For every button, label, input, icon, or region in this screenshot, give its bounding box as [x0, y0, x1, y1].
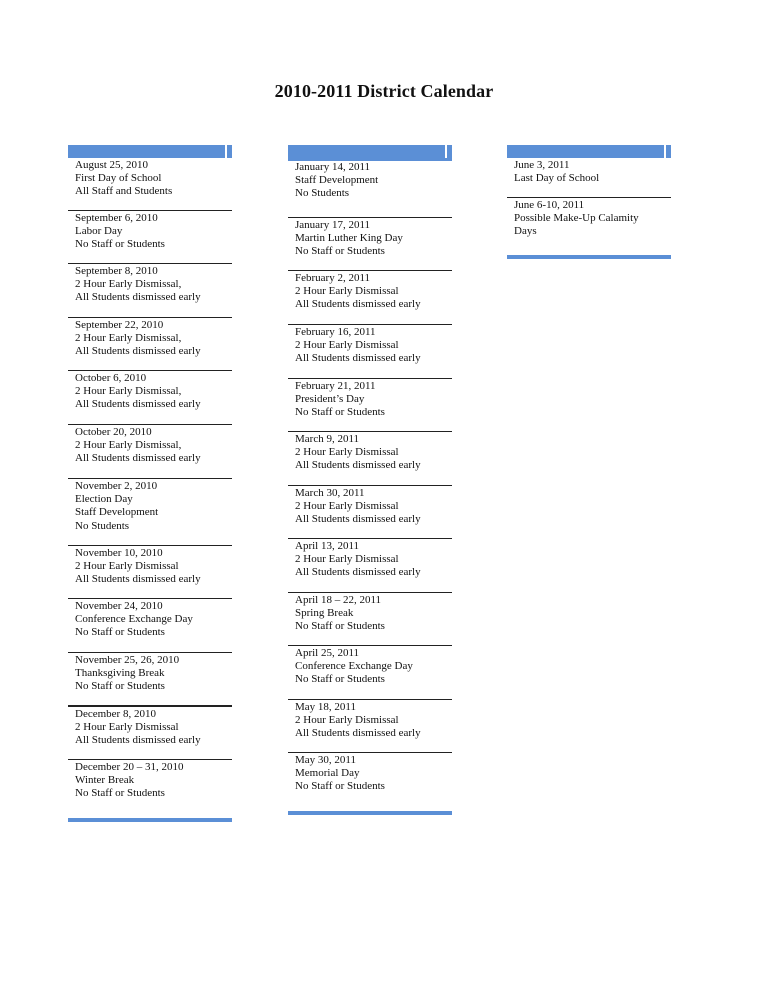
entry-date: June 3, 2011	[514, 159, 570, 171]
entry-detail: Conference Exchange Day	[295, 660, 413, 673]
entry-detail: No Staff or Students	[75, 238, 165, 251]
entry-detail: All Students dismissed early	[295, 566, 421, 579]
entry-detail: No Students	[75, 519, 130, 532]
calendar-entry	[68, 546, 232, 599]
calendar-entry	[68, 318, 232, 371]
entry-detail: All Students dismissed early	[75, 573, 201, 586]
calendar-entry	[507, 158, 671, 198]
column-footer-bar	[288, 811, 452, 815]
entry-detail: No Staff or Students	[295, 673, 385, 686]
entry-detail: Martin Luther King Day	[295, 232, 403, 245]
entry-detail: 2 Hour Early Dismissal	[75, 721, 179, 734]
calendar-entry	[288, 593, 452, 646]
entry-detail: Staff Development	[295, 174, 379, 187]
entry-detail: First Day of School	[75, 172, 162, 185]
entry-detail: No Staff or Students	[75, 787, 165, 800]
entry-date: December 20 – 31, 2010	[75, 761, 184, 773]
entry-date: June 6-10, 2011	[514, 199, 585, 211]
entry-date: April 25, 2011	[295, 647, 360, 659]
entry-detail: No Staff or Students	[295, 620, 385, 633]
entry-detail: All Students dismissed early	[295, 513, 421, 526]
entry-detail: No Staff or Students	[295, 245, 385, 258]
entry-date: April 13, 2011	[295, 540, 360, 552]
calendar-entry	[68, 158, 232, 211]
entry-date: May 18, 2011	[295, 701, 357, 713]
entry-detail: Conference Exchange Day	[75, 613, 193, 626]
entry-detail: Possible Make-Up Calamity	[514, 212, 639, 225]
entry-date: November 2, 2010	[75, 480, 158, 492]
entry-detail: Labor Day	[75, 225, 123, 238]
entry-detail: 2 Hour Early Dismissal,	[75, 439, 182, 452]
entry-detail: No Staff or Students	[295, 406, 385, 419]
calendar-entry	[288, 646, 452, 700]
calendar-entry	[288, 379, 452, 432]
entry-detail: All Students dismissed early	[295, 727, 421, 740]
calendar-entry	[68, 479, 232, 546]
calendar-entry	[288, 486, 452, 539]
calendar-entry	[68, 760, 232, 814]
entry-detail: Days	[514, 225, 537, 238]
entry-detail: Last Day of School	[514, 172, 600, 185]
entry-detail: 2 Hour Early Dismissal	[295, 446, 399, 459]
entry-detail: All Students dismissed early	[295, 352, 421, 365]
entry-date: January 17, 2011	[295, 219, 371, 231]
entry-detail: 2 Hour Early Dismissal	[295, 339, 399, 352]
calendar-column-summer	[507, 145, 671, 259]
entry-date: September 6, 2010	[75, 212, 158, 224]
calendar-entry	[288, 218, 452, 271]
calendar-entry	[288, 161, 452, 218]
entry-date: December 8, 2010	[75, 708, 156, 720]
entry-list	[288, 161, 452, 807]
calendar-entry	[68, 653, 232, 707]
calendar-entry	[288, 432, 452, 486]
entry-detail: No Staff or Students	[295, 780, 385, 793]
calendar-entry	[68, 599, 232, 653]
calendar-entry	[288, 325, 452, 379]
entry-date: May 30, 2011	[295, 754, 357, 766]
entry-detail: 2 Hour Early Dismissal	[295, 285, 399, 298]
entry-date: March 9, 2011	[295, 433, 360, 445]
entry-detail: All Students dismissed early	[75, 734, 201, 747]
calendar-entry	[288, 271, 452, 325]
entry-date: September 22, 2010	[75, 319, 164, 331]
entry-detail: Winter Break	[75, 774, 135, 787]
calendar-entry	[68, 264, 232, 318]
entry-detail: All Staff and Students	[75, 185, 173, 198]
calendar-entry	[68, 211, 232, 264]
entry-detail: 2 Hour Early Dismissal	[295, 553, 399, 566]
entry-detail: 2 Hour Early Dismissal,	[75, 278, 182, 291]
entry-detail: 2 Hour Early Dismissal,	[75, 385, 182, 398]
entry-date: January 14, 2011	[295, 161, 371, 173]
calendar-entry	[507, 198, 671, 251]
calendar-entry	[68, 707, 232, 760]
entry-detail: Spring Break	[295, 607, 354, 620]
entry-detail: Memorial Day	[295, 767, 360, 780]
column-header-bar	[507, 145, 671, 158]
calendar-entry	[68, 371, 232, 425]
entry-detail: Staff Development	[75, 506, 159, 519]
entry-detail: 2 Hour Early Dismissal,	[75, 332, 182, 345]
entry-detail: No Staff or Students	[75, 626, 165, 639]
entry-detail: 2 Hour Early Dismissal	[295, 500, 399, 513]
entry-detail: All Students dismissed early	[75, 291, 201, 304]
entry-date: February 16, 2011	[295, 326, 376, 338]
entry-date: February 2, 2011	[295, 272, 371, 284]
entry-detail: Election Day	[75, 493, 133, 506]
calendar-column-fall	[68, 145, 232, 822]
entry-list	[68, 158, 232, 814]
entry-date: February 21, 2011	[295, 380, 376, 392]
entry-detail: No Students	[295, 187, 350, 200]
entry-detail: All Students dismissed early	[295, 298, 421, 311]
entry-date: October 20, 2010	[75, 426, 152, 438]
calendar-column-winter-spring	[288, 145, 452, 815]
column-footer-bar	[68, 818, 232, 822]
calendar-entry	[288, 539, 452, 593]
page-title: 2010-2011 District Calendar	[274, 81, 494, 101]
entry-list	[507, 158, 671, 251]
calendar-entry	[68, 425, 232, 479]
entry-detail: All Students dismissed early	[75, 345, 201, 358]
entry-detail: All Students dismissed early	[75, 398, 201, 411]
entry-detail: 2 Hour Early Dismissal	[295, 714, 399, 727]
entry-date: November 25, 26, 2010	[75, 654, 180, 666]
entry-detail: All Students dismissed early	[295, 459, 421, 472]
entry-date: April 18 – 22, 2011	[295, 594, 382, 606]
entry-date: October 6, 2010	[75, 372, 147, 384]
entry-detail: Thanksgiving Break	[75, 667, 165, 680]
column-header-bar	[68, 145, 232, 158]
entry-detail: All Students dismissed early	[75, 452, 201, 465]
entry-date: March 30, 2011	[295, 487, 365, 499]
entry-date: November 10, 2010	[75, 547, 163, 559]
column-header-bar	[288, 145, 452, 161]
calendar-entry	[288, 753, 452, 807]
entry-date: August 25, 2010	[75, 159, 149, 171]
entry-date: November 24, 2010	[75, 600, 163, 612]
entry-detail: No Staff or Students	[75, 680, 165, 693]
calendar-entry	[288, 700, 452, 753]
entry-detail: 2 Hour Early Dismissal	[75, 560, 179, 573]
column-footer-bar	[507, 255, 671, 259]
entry-detail: President’s Day	[295, 393, 365, 406]
entry-date: September 8, 2010	[75, 265, 158, 277]
